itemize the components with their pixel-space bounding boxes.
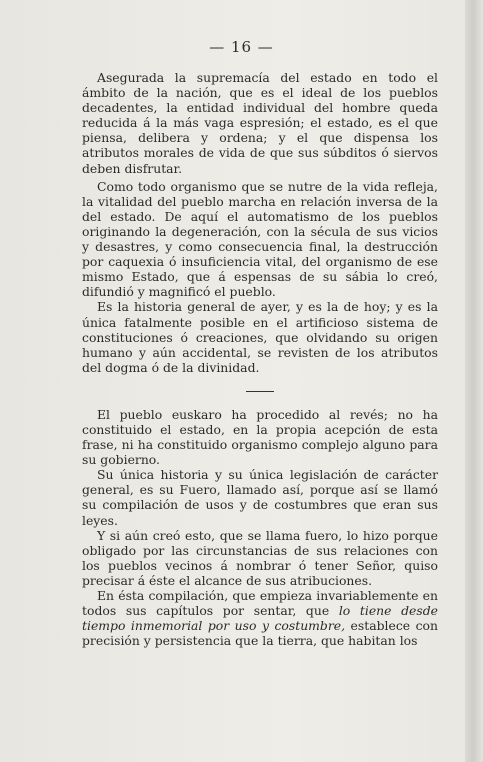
paragraph-7 xyxy=(82,588,438,648)
paragraph-7-end: establece con precisión y persistencia que la tierra, que habitan los xyxy=(82,618,438,649)
section-divider xyxy=(246,391,274,392)
page-edge-shadow xyxy=(465,0,483,762)
paragraph-5: Su única historia y su única legislación de carácter general, es su Fuero, llamado así, porque así se llamó su compilación de usos y de costumbres que eran sus leyes. xyxy=(82,467,438,528)
paragraph-7-italic-quote: lo tiene desde tiempo inmemorial por uso y costumbre, xyxy=(82,603,438,634)
body-text xyxy=(82,70,438,648)
paragraph-7-start: En ésta compilación, que empieza invariablemente en todos sus capítulos por sentar, que xyxy=(82,588,438,619)
paragraph-6: Y si aún creó esto, que se llama fuero, lo hizo porque obligado por las circunstancias de sus relaciones con los pueblos vecinos á nombrar ó tener Señor, quiso precisar á éste el alcance de sus atribuciones. xyxy=(82,527,438,588)
paragraph-1: Asegurada la supremacía del estado en todo el ámbito de la nación, que es el ideal de los pueblos decadentes, la entidad individual del hombre queda reducida á la más vaga espresión; el estado, es el que piensa, delibera y ordena; y el que dispensa los atributos morales de vida de que sus súbditos ó siervos deben disfrutar. xyxy=(82,70,438,176)
paragraph-4: El pueblo euskaro ha procedido al revés; no ha constituido el estado, en la propia acepción de esta frase, ni ha constituido organismo complejo alguno para su gobierno. xyxy=(82,406,438,468)
paragraph-2: Como todo organismo que se nutre de la vida refleja, la vitalidad del pueblo marcha en relación inversa de la del estado. De aquí el automatismo de los pueblos originando la degeneración, con la sécula de sus vicios y desastres, y como consecuencia final, la destrucción por caquexia ó insuficiencia vital, del organismo de ese mismo Estado, que á espensas de su sábia lo creó, difundió y magnificó el pueblo. xyxy=(82,178,438,300)
paragraph-3: Es la historia general de ayer, y es la de hoy; y es la única fatalmente posible en el artificioso sistema de constituciones ó creaciones, que olvidando su origen humano y aún accidental, se revisten de los atributos del dogma ó de la divinidad. xyxy=(82,299,438,375)
page-number: — 16 — xyxy=(209,38,274,56)
